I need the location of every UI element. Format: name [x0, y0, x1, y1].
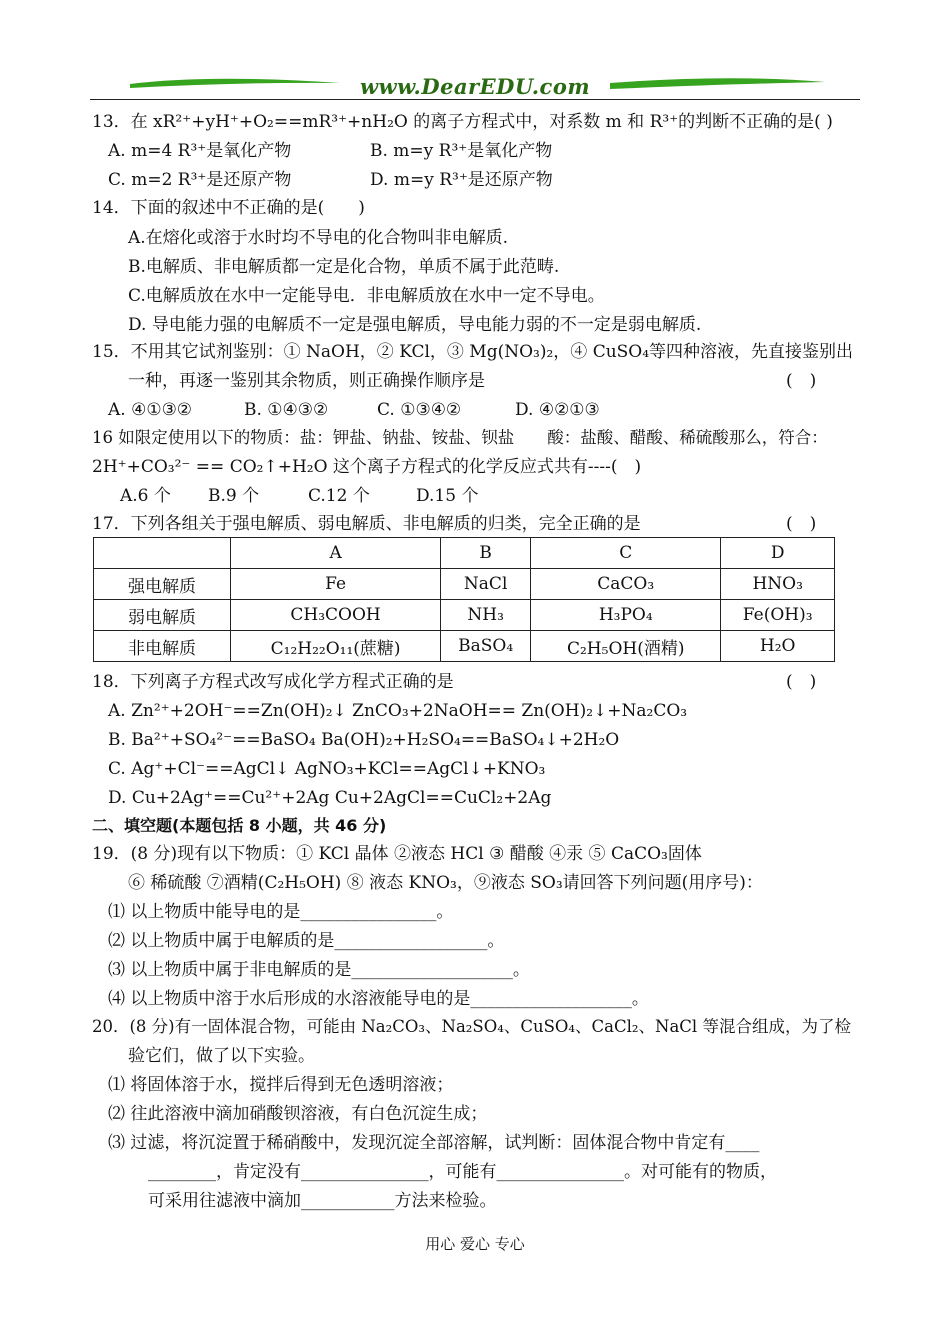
- table-header-row: [94, 538, 835, 569]
- table-row: [94, 600, 835, 631]
- q15-option-a: A. ④①③②: [108, 400, 193, 420]
- q14-option-b: B.电解质、非电解质都一定是化合物，单质不属于此范畴.: [128, 257, 560, 277]
- table-cell: 非电解质: [94, 631, 231, 662]
- table-cell: H₂O: [721, 631, 835, 662]
- table-header-cell: D: [721, 538, 835, 569]
- q17-stem: 17．下列各组关于强电解质、弱电解质、非电解质的归类，完全正确的是: [92, 514, 641, 534]
- q16-option-c: C.12 个: [308, 486, 370, 506]
- q18-stem: 18．下列离子方程式改写成化学方程式正确的是: [92, 672, 454, 692]
- q13-stem: 13．在 xR²⁺+yH⁺+O₂==mR³⁺+nH₂O 的离子方程式中，对系数 m 和 R³⁺的判断不正确的是( ): [92, 112, 833, 132]
- q14-option-a: A.在熔化或溶于水时均不导电的化合物叫非电解质.: [128, 228, 509, 248]
- header-rule: [90, 99, 860, 100]
- q18-answer-paren: ( ): [786, 672, 817, 692]
- table-cell: NaCl: [441, 569, 531, 600]
- site-logo: www.DearEDU.com: [359, 74, 591, 99]
- table-row: [94, 569, 835, 600]
- q20-stem-line1: 20．(8 分)有一固体混合物，可能由 Na₂CO₃、Na₂SO₄、CuSO₄、CaCl₂、NaCl 等混合组成，为了检: [92, 1017, 851, 1036]
- table-cell: 弱电解质: [94, 600, 231, 631]
- q18-option-c: C. Ag⁺+Cl⁻==AgCl↓ AgNO₃+KCl==AgCl↓+KNO₃: [108, 759, 546, 779]
- table-cell: CH₃COOH: [231, 600, 441, 631]
- table-cell: CaCO₃: [531, 569, 721, 600]
- q20-part-2: ⑵ 往此溶液中滴加硝酸钡溶液，有白色沉淀生成；: [108, 1104, 488, 1124]
- q20-part-3-end: 可采用往滤液中滴加___________方法来检验。: [148, 1191, 497, 1211]
- q14-option-d: D. 导电能力强的电解质不一定是强电解质，导电能力弱的不一定是弱电解质.: [128, 315, 702, 335]
- q17-answer-paren: ( ): [786, 514, 817, 534]
- q15-option-d: D. ④②①③: [515, 400, 600, 420]
- q14-option-c: C.电解质放在水中一定能导电．非电解质放在水中一定不导电。: [128, 286, 605, 306]
- table-header-cell: C: [531, 538, 721, 569]
- table-cell: 强电解质: [94, 569, 231, 600]
- q20-stem-line2: 验它们，做了以下实验。: [128, 1046, 315, 1066]
- q14-stem: 14．下面的叙述中不正确的是( ): [92, 198, 365, 218]
- q15-stem-line1: 15．不用其它试剂鉴别：① NaOH，② KCl，③ Mg(NO₃)₂，④ CuSO₄等四种溶液，先直接鉴别出: [92, 342, 854, 362]
- table-cell: NH₃: [441, 600, 531, 631]
- q15-option-c: C. ①③④②: [377, 400, 462, 420]
- table-header-cell: B: [441, 538, 531, 569]
- q15-stem-line2: 一种，再逐一鉴别其余物质，则正确操作顺序是: [128, 371, 485, 391]
- table-cell: Fe(OH)₃: [721, 600, 835, 631]
- q16-stem-line1: 16 如限定使用以下的物质：盐：钾盐、钠盐、铵盐、钡盐 酸：盐酸、醋酸、稀硫酸那么，符合：: [92, 428, 828, 447]
- table-cell: Fe: [231, 569, 441, 600]
- q15-option-b: B. ①④③②: [244, 400, 329, 420]
- table-row: [94, 631, 835, 662]
- page-footer: 用心 爱心 专心: [425, 1235, 525, 1253]
- q13-option-c: C. m=2 R³⁺是还原产物: [108, 170, 292, 190]
- table-cell: C₁₂H₂₂O₁₁(蔗糖): [231, 631, 441, 662]
- q13-option-b: B. m=y R³⁺是氧化产物: [370, 141, 553, 161]
- table-header-cell: [94, 538, 231, 569]
- q16-option-b: B.9 个: [208, 486, 260, 506]
- electrolyte-table: [93, 537, 835, 662]
- table-cell: H₃PO₄: [531, 600, 721, 631]
- q20-part-3: ⑶ 过滤，将沉淀置于稀硝酸中，发现沉淀全部溶解，试判断：固体混合物中肯定有____: [108, 1133, 760, 1153]
- q19-part-1: ⑴ 以上物质中能导电的是________________。: [108, 902, 454, 922]
- q15-answer-paren: ( ): [786, 371, 817, 391]
- q13-option-a: A. m=4 R³⁺是氧化产物: [108, 141, 292, 161]
- section-title: 二、填空题(本题包括 8 小题，共 46 分): [92, 816, 387, 835]
- q19-part-2: ⑵ 以上物质中属于电解质的是__________________。: [108, 931, 505, 951]
- q16-option-d: D.15 个: [416, 486, 479, 506]
- q18-option-b: B. Ba²⁺+SO₄²⁻==BaSO₄ Ba(OH)₂+H₂SO₄==BaSO₄↓+2H₂O: [108, 730, 620, 750]
- table-cell: BaSO₄: [441, 631, 531, 662]
- q19-stem-line2: ⑥ 稀硫酸 ⑦酒精(C₂H₅OH) ⑧ 液态 KNO₃，⑨液态 SO₃请回答下列问题(用序号)：: [128, 873, 763, 893]
- q18-option-a: A. Zn²⁺+2OH⁻==Zn(OH)₂↓ ZnCO₃+2NaOH== Zn(OH)₂↓+Na₂CO₃: [108, 701, 688, 721]
- q16-stem-line2: 2H⁺+CO₃²⁻ == CO₂↑+H₂O 这个离子方程式的化学反应式共有----( ): [92, 457, 642, 477]
- table-cell: C₂H₅OH(酒精): [531, 631, 721, 662]
- table-cell: HNO₃: [721, 569, 835, 600]
- q19-part-3: ⑶ 以上物质中属于非电解质的是___________________。: [108, 960, 530, 980]
- table-header-cell: A: [231, 538, 441, 569]
- q19-part-4: ⑷ 以上物质中溶于水后形成的水溶液能导电的是___________________。: [108, 989, 649, 1009]
- q13-option-d: D. m=y R³⁺是还原产物: [370, 170, 553, 190]
- q18-option-d: D. Cu+2Ag⁺==Cu²⁺+2Ag Cu+2AgCl==CuCl₂+2Ag: [108, 788, 552, 808]
- q19-stem-line1: 19．(8 分)现有以下物质：① KCl 晶体 ②液态 HCl ③ 醋酸 ④汞 ⑤ CaCO₃固体: [92, 844, 702, 864]
- q16-option-a: A.6 个: [120, 486, 171, 506]
- page-header: [90, 70, 860, 104]
- q20-part-3-cont: ________，肯定没有_______________，可能有_______________。对可能有的物质，: [148, 1162, 777, 1182]
- q20-part-1: ⑴ 将固体溶于水，搅拌后得到无色透明溶液；: [108, 1075, 454, 1095]
